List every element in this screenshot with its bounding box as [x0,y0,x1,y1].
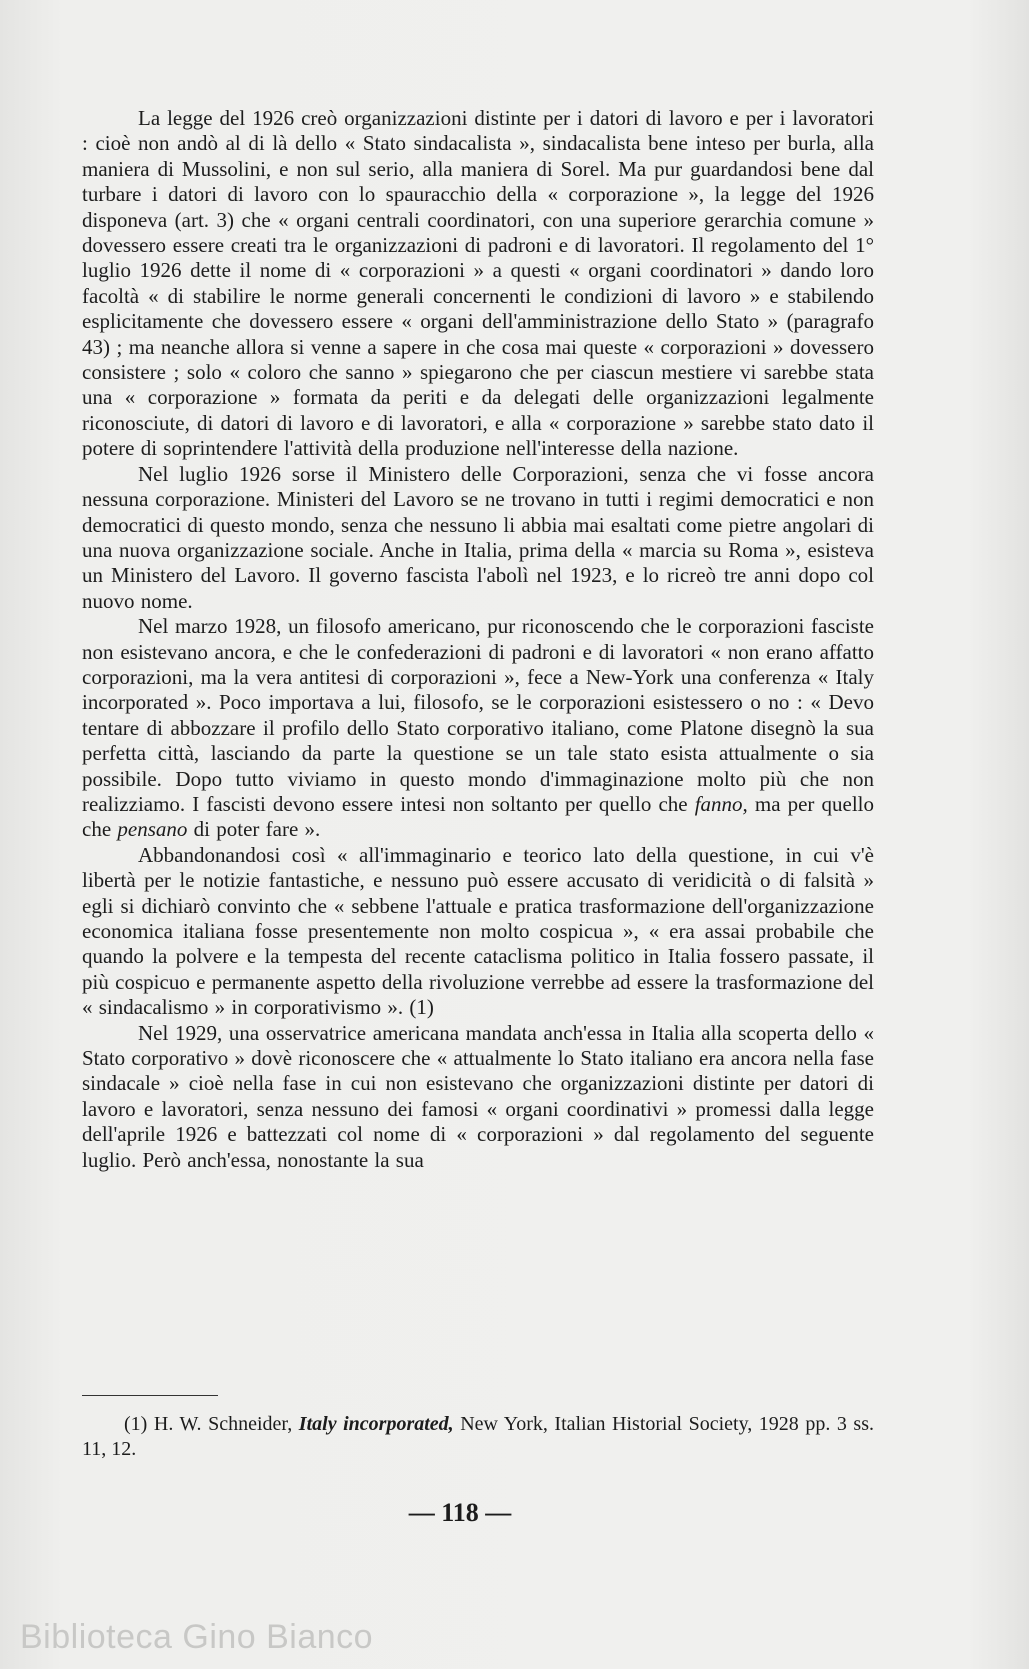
paragraph-2: Nel luglio 1926 sorse il Ministero delle Corporazioni, senza che vi fosse ancora nessuna corporazione. Ministeri del Lavoro se ne trovano in tutti i regimi democratici e non democratici di questo mondo, senza che nessuno li abbia mai esaltati come pietre angolari di una nuova organizzazione sociale. Anche in Italia, prima della « marcia su Roma », esisteva un Ministero del Lavoro. Il governo fascista l'abolì nel 1923, e lo ricreò tre anni dopo col nuovo nome. [82,461,874,613]
footnote-separator [82,1395,218,1396]
paragraph-3-text: Nel marzo 1928, un filosofo americano, pur riconoscendo che le corporazioni fasciste non esistevano ancora, e che le confederazioni di padroni e di lavoratori « non erano affatto corporazioni, ma la vera antitesi di corporazioni », fece a New-York una conferenza « Italy incorporated ». Poco importava a lui, filosofo, se le corporazioni esistessero o no : « Devo tentare di abbozzare il profilo dello Stato corporativo italiano, come Platone disegnò la sua perfetta città, lasciando da parte la questione se un tale stato esista attualmente o sia possibile. Dopo tutto viviamo in questo mondo d'immaginazione molto più che non realizziamo. I fascisti devono essere intesi non soltanto per quello che [82,614,874,816]
paragraph-3-mid: ma per quello che [82,791,875,842]
footnote-author: H. W. Schneider, [153,1413,293,1435]
body-text [82,106,874,1173]
footnote-marker: (1) [124,1413,148,1435]
footnote [82,1412,874,1462]
italic-fanno: fanno, [694,791,748,816]
paragraph-1: La legge del 1926 creò organizzazioni distinte per i datori di lavoro e per i lavoratori : cioè non andò al di là dello « Stato sindacalista », sindacalista bene inteso per burla, alla maniera di Mussolini, e non sul serio, alla maniera di Sorel. Ma pur guardandosi bene dal turbare i datori di lavoro con lo spauracchio della « corporazione », la legge del 1926 disponeva (art. 3) che « organi centrali coordinatori, con una superiore gerarchia comune » dovessero essere creati tra le organizzazioni di padroni e di lavoratori. Il regolamento del 1° luglio 1926 dette il nome di « corporazioni » a questi « organi coordinatori » dando loro facoltà « di stabilire le norme generali concernenti le condizioni di lavoro » e stabilendo esplicitamente che dovessero essere « organi dell'amministrazione dello Stato » (paragrafo 43) ; ma neanche allora si venne a sapere in che cosa mai queste « corporazioni » dovessero consistere ; solo « coloro che sanno » spiegarono che per ciascun mestiere vi sarebbe stata una « corporazione » formata da periti e da delegati delle organizzazioni legalmente riconosciute, di datori di lavoro e di lavoratori, e alla « corporazione » sarebbe stato dato il potere di soprintendere l'attività della produzione nell'interesse della nazione. [82,106,874,461]
footnote-title: Italy incorporated, [298,1413,454,1435]
italic-pensano: pensano [117,817,188,842]
paragraph-3-tail: di poter fare ». [193,817,321,842]
page-number: — 118 — [408,1498,512,1527]
footnote-rest: New York, Italian Historial Society, 1928 pp. 3 ss. 11, 12. [82,1413,874,1460]
paragraph-4: Abbandonandosi così « all'immaginario e teorico lato della questione, in cui v'è libertà per le notizie fantastiche, e nessuno può essere accusato di veridicità o di falsità » egli si dichiarò convinto che « sebbene l'attuale e pratica trasformazione dell'organizzazione economica italiana fosse presentemente non molto cospicua », « era assai probabile che quando la polvere e la tempesta del recente cataclisma politico in Italia fossero passate, il più cospicuo e permanente aspetto della rivoluzione verrebbe ad essere la trasformazione del « sindacalismo » in corporativismo ». (1) [82,842,874,1020]
paragraph-3 [82,614,874,843]
paragraph-5: Nel 1929, una osservatrice americana mandata anch'essa in Italia alla scoperta dello « Stato corporativo » dovè riconoscere che « attualmente lo Stato italiano era ancora nella fase sindacale » cioè nella fase in cui non esistevano che organizzazioni distinte per datori di lavoro e lavoratori, senza nessuno dei famosi « organi coordinativi » promessi dalla legge dell'aprile 1926 e battezzati col nome di « corporazioni » dal regolamento del seguente luglio. Però anch'essa, nonostante la sua [82,1020,874,1172]
library-watermark: Biblioteca Gino Bianco [20,1618,374,1656]
